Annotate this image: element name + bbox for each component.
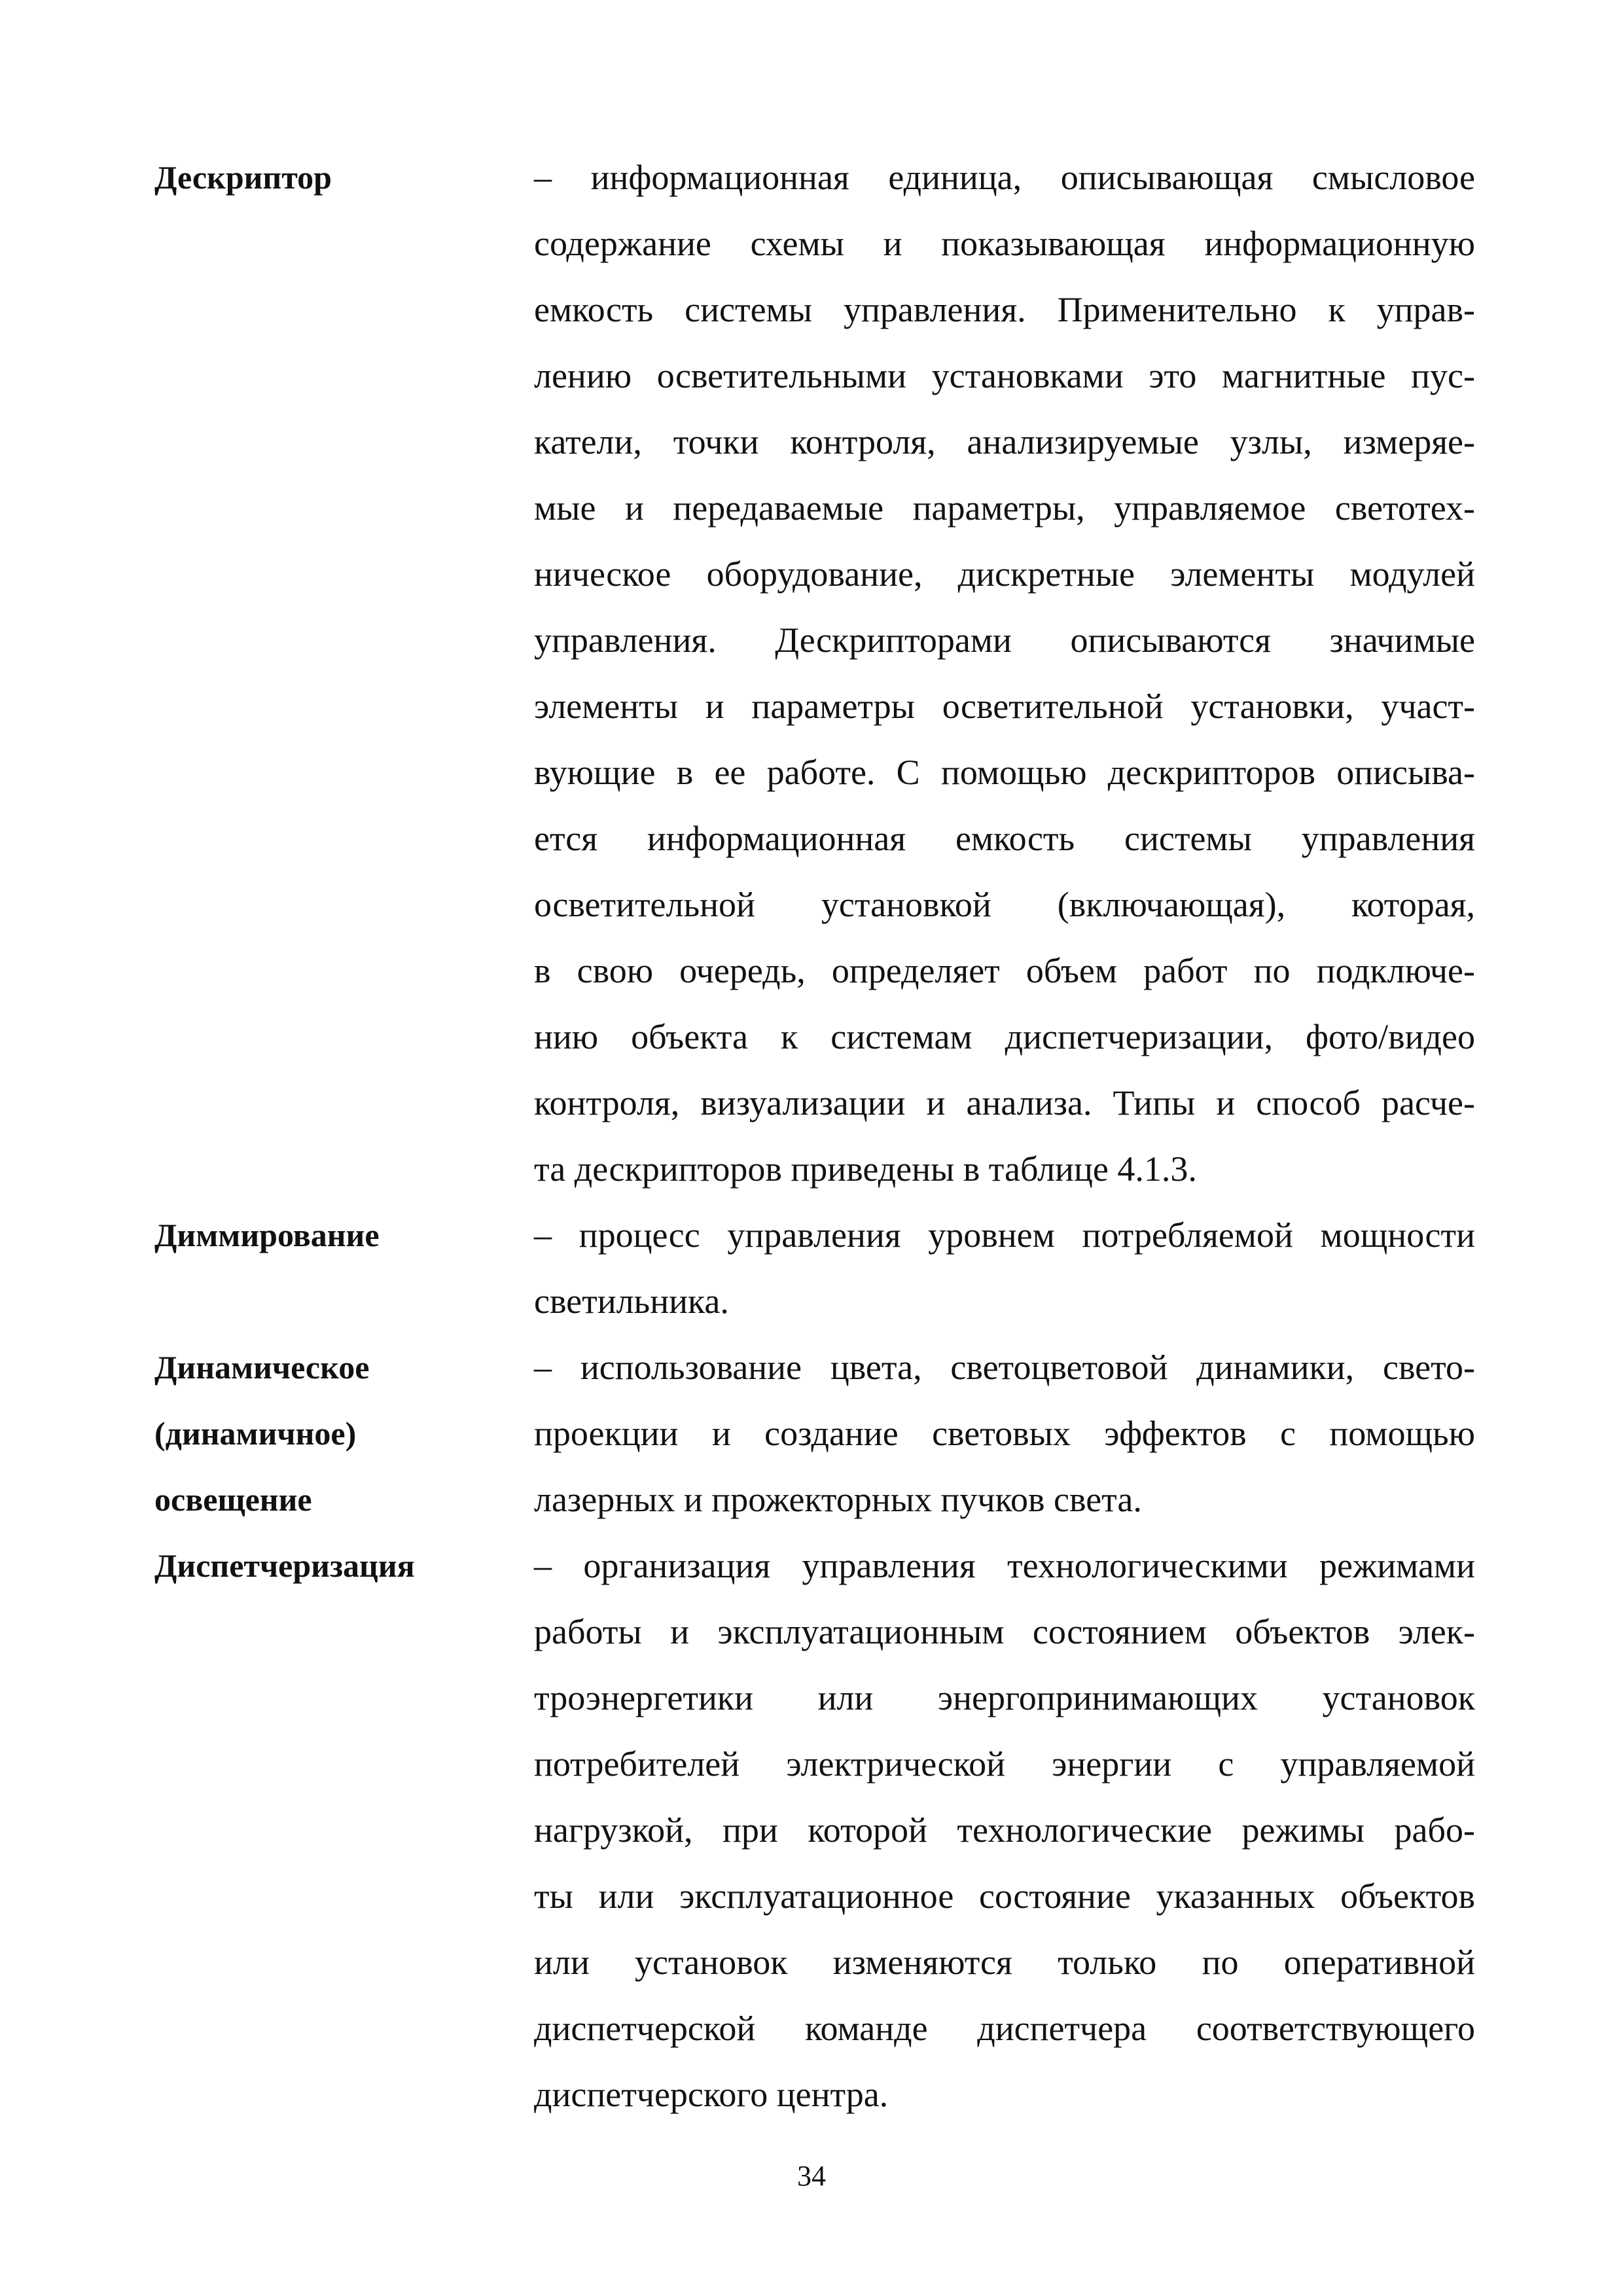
- definition-line: содержание схемы и показывающая информационную: [534, 224, 1475, 263]
- term-line: Диммирование: [154, 1217, 380, 1253]
- term-line: (динамичное): [154, 1415, 357, 1452]
- definition-line: катели, точки контроля, анализируемые узлы, измеряе-: [534, 422, 1475, 461]
- definition-line: управления. Дескрипторами описываются значимые: [534, 620, 1475, 660]
- term-line: освещение: [154, 1481, 312, 1518]
- glossary-definition: [534, 145, 1475, 1202]
- definition-line: та дескрипторов приведены в таблице 4.1.3.: [534, 1149, 1197, 1189]
- glossary-term: [154, 1335, 534, 1533]
- definition-line: вующие в ее работе. С помощью дескрипторов описыва-: [534, 753, 1475, 792]
- glossary-entry: [154, 1533, 1475, 2128]
- term-line: Дескриптор: [154, 159, 332, 196]
- glossary-entry: [154, 1202, 1475, 1335]
- definition-line: ническое оборудование, дискретные элементы модулей: [534, 554, 1475, 594]
- term-line: Диспетчеризация: [154, 1547, 415, 1584]
- definition-line: – процесс управления уровнем потребляемой мощности: [534, 1215, 1475, 1255]
- definition-line: троэнергетики или энергопринимающих установок: [534, 1678, 1475, 1717]
- definition-line: светильника.: [534, 1282, 729, 1321]
- definition-line: или установок изменяются только по оперативной: [534, 1943, 1475, 1982]
- glossary-entry: [154, 145, 1475, 1202]
- definition-line: диспетчерского центра.: [534, 2075, 889, 2114]
- glossary-definition: [534, 1202, 1475, 1335]
- glossary-definition: [534, 1335, 1475, 1533]
- page-number: 34: [797, 2160, 826, 2192]
- definition-line: элементы и параметры осветительной установки, участ-: [534, 687, 1475, 726]
- definition-line: мые и передаваемые параметры, управляемое светотех-: [534, 488, 1475, 528]
- glossary-entry: [154, 1335, 1475, 1533]
- definition-line: нию объекта к системам диспетчеризации, фото/видео: [534, 1017, 1475, 1056]
- glossary-definition: [534, 1533, 1475, 2128]
- definition-line: диспетчерской команде диспетчера соответствующего: [534, 2009, 1475, 2048]
- glossary-term: [154, 1202, 534, 1268]
- definition-line: нагрузкой, при которой технологические режимы рабо-: [534, 1810, 1475, 1850]
- definition-line: ты или эксплуатационное состояние указанных объектов: [534, 1876, 1475, 1916]
- glossary-term: [154, 1533, 534, 1599]
- definition-line: – организация управления технологическими режимами: [534, 1546, 1475, 1585]
- definition-line: лению осветительными установками это магнитные пус-: [534, 356, 1475, 395]
- definition-line: контроля, визуализации и анализа. Типы и способ расче-: [534, 1083, 1475, 1122]
- definition-line: осветительной установкой (включающая), которая,: [534, 885, 1475, 924]
- definition-line: проекции и создание световых эффектов с помощью: [534, 1414, 1475, 1453]
- glossary-term: [154, 145, 534, 211]
- definition-line: ется информационная емкость системы управления: [534, 819, 1475, 858]
- definition-line: – использование цвета, светоцветовой динамики, свето-: [534, 1348, 1475, 1387]
- term-line: Динамическое: [154, 1349, 370, 1386]
- definition-line: лазерных и прожекторных пучков света.: [534, 1480, 1142, 1519]
- definition-line: емкость системы управления. Применительно к управ-: [534, 290, 1475, 329]
- glossary: [154, 145, 1475, 2128]
- definition-line: в свою очередь, определяет объем работ по подключе-: [534, 951, 1475, 990]
- definition-line: работы и эксплуатационным состоянием объектов элек-: [534, 1612, 1475, 1651]
- definition-line: потребителей электрической энергии с управляемой: [534, 1744, 1475, 1784]
- definition-line: – информационная единица, описывающая смысловое: [534, 158, 1475, 197]
